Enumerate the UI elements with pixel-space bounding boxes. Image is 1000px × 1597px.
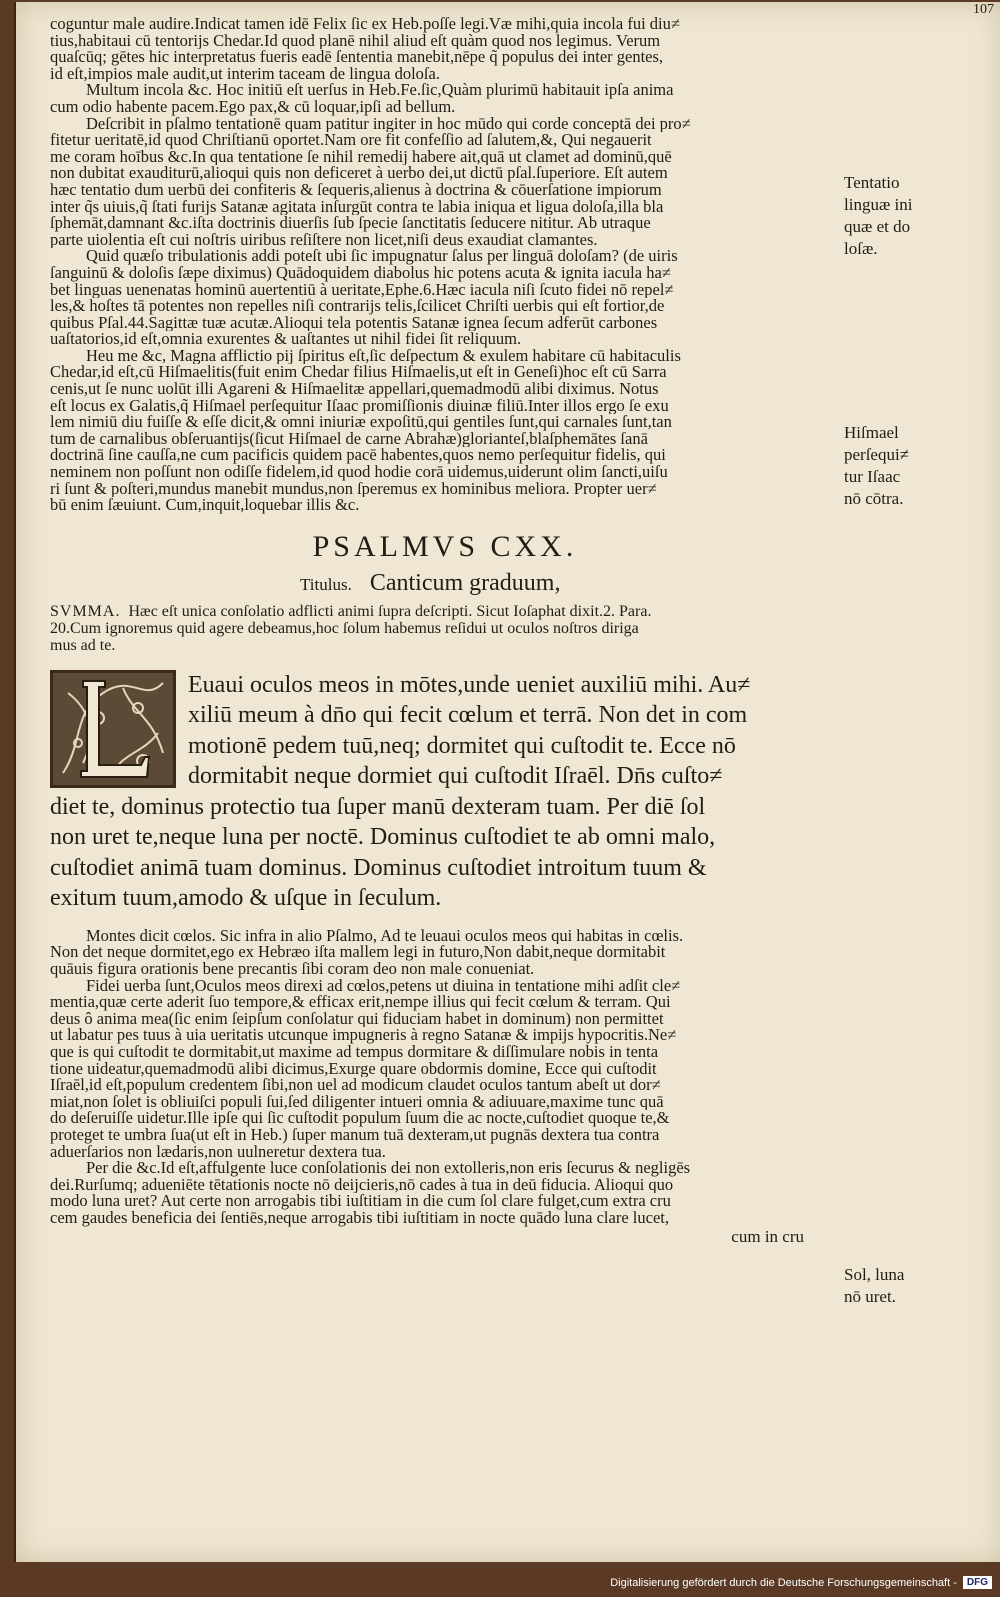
text-line: Per die &c.Id eſt,affulgente luce conſolationis dei non extolleris,non eris ſecurus & negligēs [86, 1160, 691, 1177]
summa-label: SVMMA. [50, 602, 121, 620]
text-line: bū enim ſæuiunt. Cum,inquit,loquebar illis &c. [50, 497, 360, 514]
book-page [14, 2, 1000, 1562]
text-line: non dubitat exauditurū,alioqui quis non deficeret à uerbo dei,ut dictū pſal.ſuperiore. Eſt autem [50, 165, 668, 182]
margin-note-tentatio: Tentatio linguæ ini quæ et do loſæ. [844, 173, 913, 258]
text-line: eſt locus ex Galatis,q̃ Hiſmael perſequitur Iſaac promiſſionis diuinæ filiū.Inter illos ergo ſe exu [50, 397, 669, 415]
catchword: cum in cru [731, 1226, 804, 1246]
page-number: 107 [973, 2, 994, 17]
text-line: bet linguas uenenatas hominū auertentiū à ueritate,Ephe.6.Hæc iacula niſi ſcuto fidei nō repel≠ [50, 281, 674, 299]
text-line: mus ad te. [50, 636, 116, 654]
initial-ornament-icon [53, 673, 173, 785]
paragraph-quid [50, 248, 840, 348]
text-line: ri ſunt & poſteri,mundus manebit mundus,non ſperemus ex hominibus meliora. Propter uer≠ [50, 480, 657, 498]
text-line: Heu me &c, Magna afflictio pij ſpiritus eſt,ſic deſpectum & exulem habitare cū habitaculis [86, 347, 681, 365]
text-line: tum de carnalibus obſeruantijs(ſicut Hiſmael de carne Abrahæ)glorianteſ,blaſphemātes ſanā [50, 430, 648, 448]
text-line: ſanguinū & doloſis ſæpe diximus) Quādoquidem diabolus hic potens acuta & ignita iacula ha≠ [50, 264, 671, 282]
paragraph-perdie [50, 1160, 840, 1226]
psalm-title: PSALMVS CXX. [312, 529, 578, 563]
text-line: Montes dicit cœlos. Sic infra in alio Pſalmo, Ad te leuaui oculos meos qui habitas in cœlis. [86, 927, 684, 945]
text-line: proteget te umbra ſua(ut eſt in Heb.) ſuper manum tuā dexteram,ut pugnās dextera tua contra [50, 1126, 660, 1144]
text-line: quibus Pſal.44.Sagittæ tuæ acutæ.Alioqui tela potentis Satanæ ignea ſecum adferūt carbones [50, 314, 658, 332]
text-line: Multum incola &c. Hoc initiū eſt uerſus in Heb.Fe.ſic,Quàm plurimū habitauit ipſa anima [86, 82, 674, 99]
text-line: quāuis figura orationis bene precantis ſibi coram deo non male conueniat. [50, 961, 535, 978]
summa-text: Hæc eſt unica conſolatio adflicti animi ſupra deſcripti. Sicut Ioſaphat dixit.2. Para. [128, 602, 652, 620]
text-line: lem nimiū diu fuiſſe & eſſe dicit,& omni iniuriæ expoſitū,qui gentiles ſunt,qui carnales ſunt,tan [50, 414, 672, 431]
text-line: Chedar,id eſt,cū Hiſmaelitis(fuit enim Chedar filius Hiſmaelis,ut eſt in Geneſi)hoc eſt cū Sarra [50, 364, 667, 382]
verse-line: motionē pedem tuū,neq; dormitet qui cuſtodit te. Ecce nō [188, 732, 736, 759]
text-line: coguntur male audire.Indicat tamen idē Felix ſic ex Heb.poſſe legi.Væ mihi,quia incola fui diu≠ [50, 16, 680, 33]
verse-line: cuſtodiet animā tuam dominus. Dominus cuſtodiet introitum tuum & [50, 854, 707, 881]
footer-text: Digitalisierung gefördert durch die Deutsche Forschungsgemeinschaft - [610, 1576, 957, 1589]
verse-line: exitum tuum,amodo & uſque in ſeculum. [50, 885, 442, 912]
main-text [50, 16, 840, 1247]
top-paragraph [50, 16, 840, 82]
text-line: que is qui cuſtodit te dormitabit,ut maxime ad tempus dormitare & diſſimulare nobis in tenta [50, 1043, 659, 1061]
text-line: me coram hoībus &c.In qua tentatione ſe nihil remedij habere ait,quā ut clamet ad dominū,quē [50, 148, 672, 166]
verse-line: xiliū meum à dn̄o qui fecit cœlum et terrā. Non det in com [188, 702, 748, 729]
text-line: cem gaudes beneficia dei ſentiēs,neque arrogabis tibi iuſtitiam in nocte quādo luna clare lucet, [50, 1209, 669, 1227]
decorated-initial-l [50, 670, 176, 788]
text-line: neminem non poſſunt non odiſſe fidelem,id quod hodie corā uidemus,uiderunt olim ſancti,uiſu [50, 464, 668, 481]
verse-line: diet te, dominus protectio tua ſuper manū dexteram tuam. Per diē ſol [50, 793, 706, 820]
text-line: 20.Cum ignoremus quid agere debeamus,hoc ſolum habemus reſidui ut oculos noſtros diriga [50, 619, 639, 637]
text-line: id eſt,impios male audit,ut interim taceam de lingua doloſa. [50, 65, 440, 83]
text-line: tione uideatur,quemadmodū alibi dicimus,Exurge quare obdormis domine, Ecce qui cuſtodit [50, 1060, 657, 1078]
titulus [50, 570, 840, 597]
verse-line: Euaui oculos meos in mōtes,unde ueniet auxiliū mihi. Au≠ [188, 671, 751, 698]
text-line: Fidei uerba ſunt,Oculos meos direxi ad cœlos,petens ut diuina in tentatione mihi adſit cle≠ [86, 977, 681, 995]
verse-line: dormitabit neque dormiet qui cuſtodit Iſraēl. Dn̄s cuſto≠ [188, 763, 723, 790]
text-line: ſphemāt,damnant &c.iſta doctrinis diuerſis ſub ſpecie ſanctitatis ſeducere nititur. Ab utraque [50, 215, 651, 232]
text-line: Quid quæſo tribulationis addi poteſt ubi ſic impugnatur ſalus per linguā doloſam? (de uiris [86, 248, 678, 265]
text-line: cenis,ut ſe nunc uolūt illi Agareni & Hiſmaelitæ appellari,quemadmodū alibi diximus. Notus [50, 381, 659, 398]
dfg-logo: DFG [963, 1576, 992, 1589]
text-line: mentia,quæ certe aderit ſuo tempore,& efficax erit,nempe illius qui fecit cœlum & terram. Qui [50, 994, 671, 1011]
text-line: cum odio habente pacem.Ego pax,& cū loquar,ipſi ad bellum. [50, 98, 456, 116]
margin-note-sol-luna: Sol, luna nō uret. [844, 1265, 905, 1306]
text-line: les,& hoſtes tā potentes non repelles niſi contrarijs telis,ſcilicet Chriſti uerbis qui eſt fortior,de [50, 298, 665, 315]
text-line: hæc tentatio dum uerbū dei confiteris & ſequeris,alienus à doctrina & cōuerſatione impiorum [50, 181, 662, 199]
text-line: inter q̃s uiuis,q̃ ſtati furijs Satanæ agitata inſurgūt contra te labia iniqua et ligua doloſa,illa bla [50, 198, 664, 216]
text-line: Iſraēl,id eſt,populum credentem ſibi,non uel ad modicum claudet oculos tantum abeſt ut dor≠ [50, 1077, 661, 1094]
text-line: aduerſarios non lædaris,non uulneretur dextera tua. [50, 1143, 386, 1161]
text-line: dei.Rurſumq; adueniēte tētationis nocte nō deijcieris,nō cades à tua in deū fiducia. Alioqui quo [50, 1176, 674, 1194]
paragraph-heu [50, 348, 840, 514]
paragraph-describit [50, 116, 840, 249]
text-line: modo luna uret? Aut certe non arrogabis tibi iuſtitiam in die cum ſol clare fulget,cum extra cru [50, 1193, 671, 1210]
paragraph-multum [50, 82, 840, 115]
paragraph-montes [50, 928, 840, 978]
margin-note-hismael: Hiſmael perſequi≠ tur Iſaac nō cōtra. [844, 423, 910, 508]
text-line: uaſtatorios,id eſt,omnia exurentes & uaſtantes ut nihil fidei ſit reliquum. [50, 331, 522, 348]
text-line: fitetur ueritatē,id quod Chriſtianū oportet.Nam ore fit confeſſio ad ſalutem,&, Qui negauerit [50, 132, 652, 149]
text-line: Deſcribit in pſalmo tentationē quam patitur ingiter in hoc mūdo qui corde conceptā dei pro≠ [86, 115, 691, 133]
titulus-label: Titulus. [300, 574, 352, 594]
text-line: parte uiolentia eſt cui noſtris uiribus reſiſtere non licet,niſi deus exaudiat clamantes. [50, 231, 598, 249]
verse-line: non uret te,neque luna per noctē. Dominus cuſtodiet te ab omni malo, [50, 824, 716, 851]
psalm-verse [50, 670, 840, 914]
text-line: miat,non ſolet is obliuiſci populi ſui,ſed diligenter intueri omnia & adiuuare,maxime tunc quā [50, 1093, 664, 1111]
digitization-footer [610, 1576, 992, 1589]
text-line: ut labatur pes tuus à uia ueritatis utcunque impugneris à regno Satanæ & impijs hypocritis.Ne≠ [50, 1027, 677, 1044]
text-line: deus ô anima mea(ſic enim ſeipſum conſolatur qui fiduciam habet in dominum) non permittet [50, 1010, 664, 1028]
text-line: doctrinā ſine cauſſa,ne cum pacificis quidem pacē habentes,quos nemo perſequitur fidelis, qui [50, 447, 666, 465]
titulus-text: Canticum graduum, [369, 569, 561, 596]
text-line: tius,habitaui cū tentorijs Chedar.Id quod planē nihil aliud eſt quàm quod nos legimus. Verum [50, 32, 661, 50]
summa [50, 603, 840, 654]
text-line: Non det neque dormitet,ego ex Hebræo iſta mallem legi in futuro,Non dabit,neque dormitabit [50, 944, 666, 961]
text-line: quaſcūq; gētes hic interpretatus fueris eadē ſententia manebit,nēpe q̃ populus dei inter gentes, [50, 49, 664, 66]
text-line: do deſeruiſſe uidetur.Ille ipſe qui ſic cuſtodit populum ſuum die ac nocte,cuſtodiet quoque te,& [50, 1110, 670, 1127]
paragraph-fidei [50, 978, 840, 1161]
